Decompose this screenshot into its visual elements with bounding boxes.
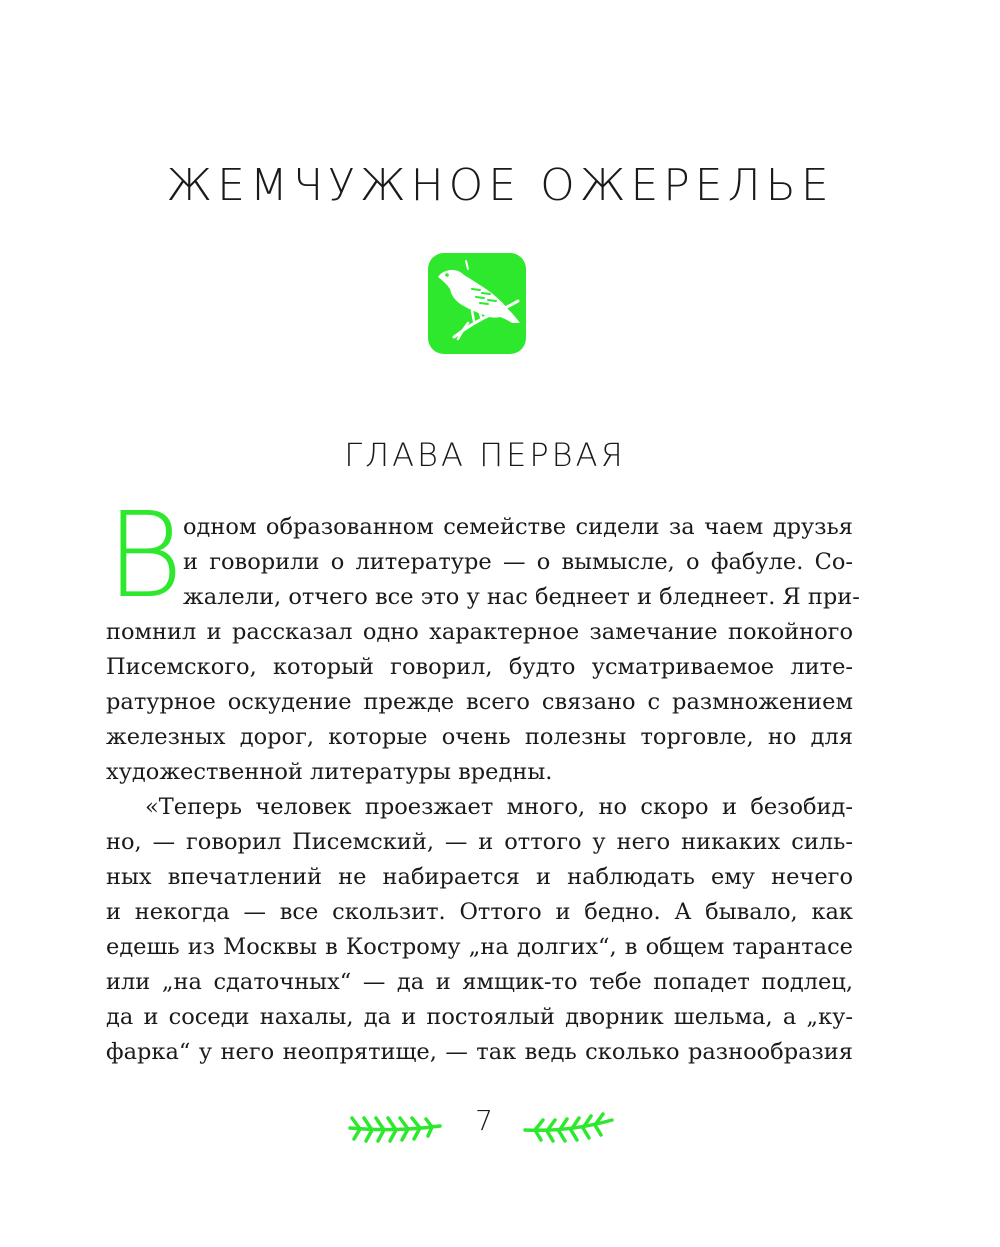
text-line: едешь из Москвы в Кострому „на долгих“, в общем тарантасе	[106, 934, 853, 960]
text-line: да и соседи нахалы, да и постоялый дворник шельма, а „ку-	[106, 1004, 853, 1030]
text-line: и некогда — все скользит. Оттого и бедно. А бывало, как	[106, 899, 853, 925]
text-line: или „на сдаточных“ — да и ямщик-то тебе попадет подлец,	[106, 969, 853, 995]
text-line: фарка“ у него неопрятище, — так ведь сколько разнообразия	[106, 1039, 853, 1065]
chapter-heading: ГЛАВА ПЕРВАЯ	[344, 436, 626, 474]
fern-sprig-icon	[525, 1114, 612, 1141]
text-line: но, — говорил Писемский, — и оттого у него никаких силь-	[106, 829, 853, 855]
text-line: одном образованном семействе сидели за чаем друзья	[183, 514, 853, 540]
bird-on-branch-icon	[428, 253, 526, 354]
text-line: «Теперь человек проезжает много, но скоро и безобид-	[145, 794, 853, 820]
text-line: и говорили о литературе — о вымысле, о фабуле. Со-	[183, 549, 853, 575]
fern-sprig-icon	[350, 1118, 440, 1141]
page-number: 7	[475, 1104, 493, 1137]
text-line: Писемского, который говорил, будто усматриваемое лите-	[106, 654, 853, 680]
text-line: ных впечатлений не набирается и наблюдать ему нечего	[106, 864, 853, 890]
drop-cap: В	[106, 486, 184, 624]
page-title: ЖЕМЧУЖНОЕ ОЖЕРЕЛЬЕ	[166, 160, 834, 211]
text-line: помнил и рассказал одно характерное замечание покойного	[106, 619, 853, 645]
text-line: железных дорог, которые очень полезны торговле, но для	[106, 724, 853, 750]
text-line: художественной литературы вредны.	[106, 759, 553, 785]
text-line: жалели, отчего все это у нас беднеет и бледнеет. Я при-	[183, 584, 860, 610]
text-line: ратурное оскудение прежде всего связано с размножением	[106, 689, 853, 715]
